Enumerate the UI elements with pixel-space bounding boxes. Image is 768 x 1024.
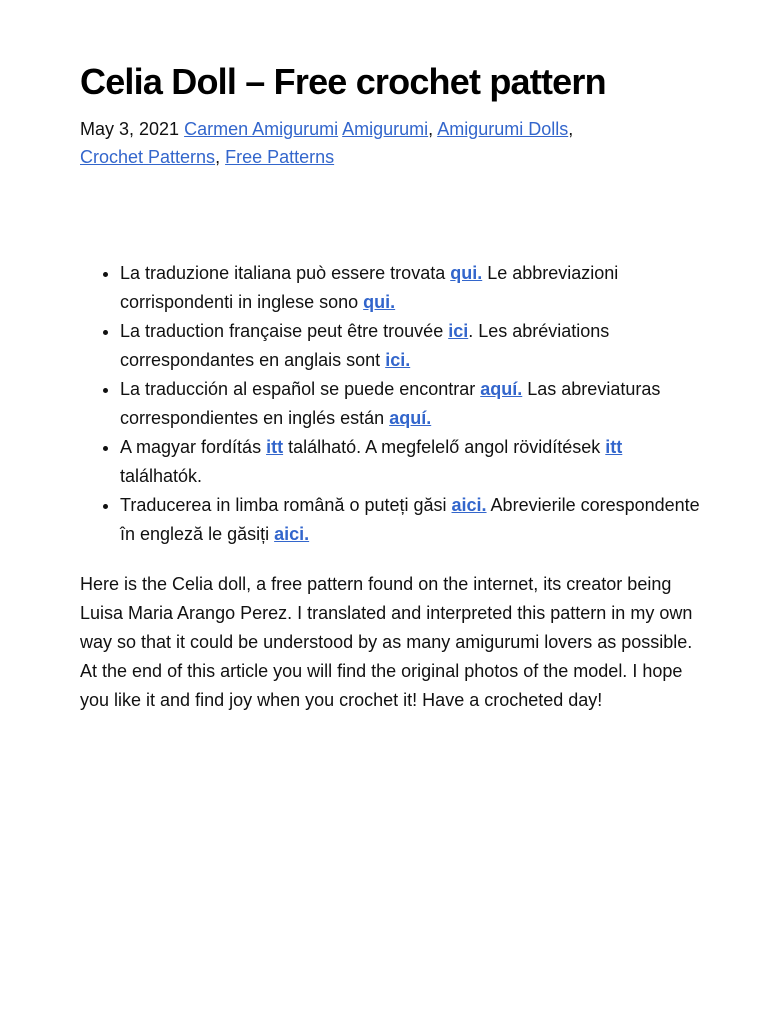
translation-item-spanish bbox=[120, 375, 700, 433]
translation-text: találhatók. bbox=[120, 466, 203, 486]
french-abbreviations-link[interactable]: ici. bbox=[385, 350, 411, 370]
category-link-crochet-patterns[interactable]: Crochet Patterns bbox=[80, 147, 216, 167]
category-separator: , bbox=[568, 119, 574, 139]
translation-list bbox=[80, 259, 700, 549]
translation-text: Traducerea in limba română o puteți găsi bbox=[120, 495, 452, 515]
intro-paragraph: Here is the Celia doll, a free pattern found on the internet, its creator being Luisa Maria Arango Perez. I translated and interpreted this pattern in my own way so that it could be understood by as many amigurumi lovers as possible. At the end of this article you will find the original photos of the model. I hope you like it and find joy when you crochet it! Have a crocheted day! bbox=[80, 574, 693, 710]
romanian-abbreviations-link[interactable]: aici. bbox=[274, 524, 310, 544]
post-title: Celia Doll – Free crochet pattern bbox=[80, 61, 606, 102]
translation-text: La traducción al español se puede encontrar bbox=[120, 379, 481, 399]
translation-text: Abrevierile corespondente în engleză le găsiți bbox=[120, 495, 700, 544]
italian-abbreviations-link[interactable]: qui. bbox=[363, 292, 396, 312]
translation-text: La traduzione italiana può essere trovata bbox=[120, 263, 451, 283]
italian-translation-link[interactable]: qui. bbox=[450, 263, 483, 283]
spanish-abbreviations-link[interactable]: aquí. bbox=[389, 408, 432, 428]
category-separator: , bbox=[428, 119, 438, 139]
translation-text: A magyar fordítás bbox=[120, 437, 267, 457]
category-link-amigurumi-dolls[interactable]: Amigurumi Dolls bbox=[437, 119, 569, 139]
category-link-free-patterns[interactable]: Free Patterns bbox=[225, 147, 335, 167]
post-date: May 3, 2021 bbox=[80, 119, 180, 139]
translation-text: található. A megfelelő angol rövidítések bbox=[283, 437, 606, 457]
translation-text: . Les abréviations correspondantes en anglais sont bbox=[120, 321, 610, 370]
translation-item-french bbox=[120, 317, 700, 375]
romanian-translation-link[interactable]: aici. bbox=[451, 495, 487, 515]
translation-text: La traduction française peut être trouvée bbox=[120, 321, 449, 341]
translation-item-hungarian bbox=[120, 433, 700, 491]
hungarian-abbreviations-link[interactable]: itt bbox=[605, 437, 623, 457]
category-link-amigurumi[interactable]: Amigurumi bbox=[342, 119, 429, 139]
translation-text: Las abreviaturas correspondientes en inglés están bbox=[120, 379, 661, 428]
french-translation-link[interactable]: ici bbox=[448, 321, 469, 341]
category-separator: , bbox=[215, 147, 226, 167]
translation-item-italian bbox=[120, 259, 700, 317]
post-meta bbox=[80, 115, 690, 171]
translation-item-romanian bbox=[120, 491, 700, 549]
translation-text: Le abbreviazioni corrispondenti in inglese sono bbox=[120, 263, 619, 312]
hungarian-translation-link[interactable]: itt bbox=[266, 437, 284, 457]
spanish-translation-link[interactable]: aquí. bbox=[480, 379, 523, 399]
author-link[interactable]: Carmen Amigurumi bbox=[184, 119, 339, 139]
